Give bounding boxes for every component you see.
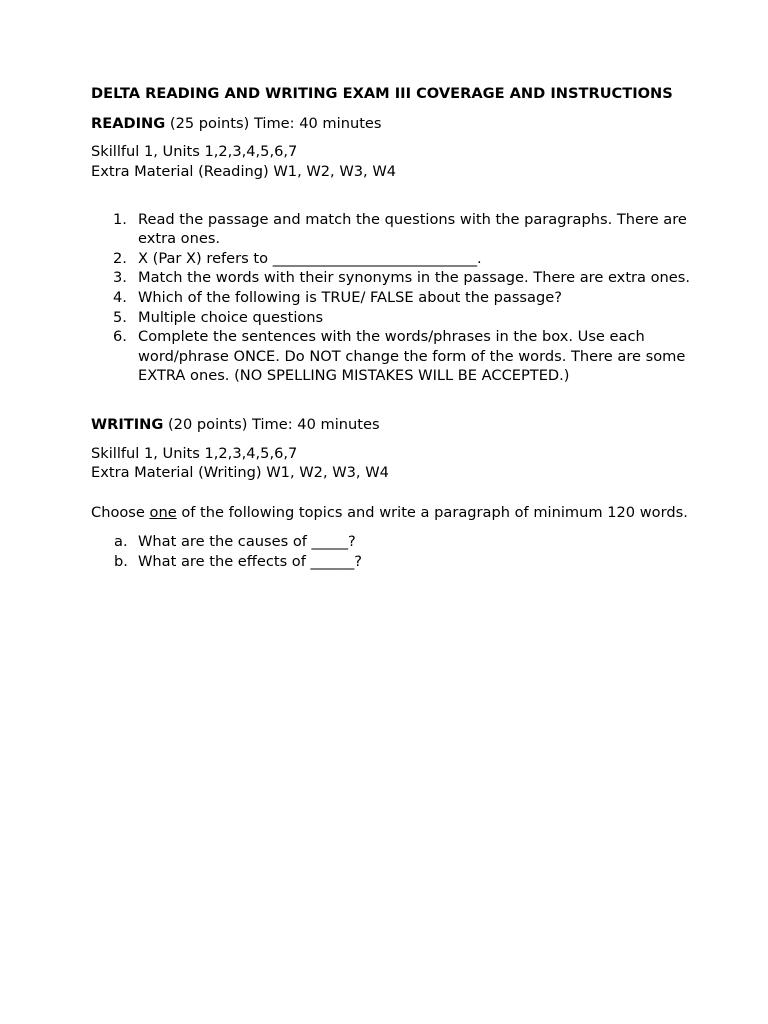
list-item-letter: b. <box>114 552 128 570</box>
list-item-text: Read the passage and match the questions with the paragraphs. There are extra ones. <box>138 210 687 248</box>
list-item-number: 2. <box>113 249 127 267</box>
instruction-text-before: Choose <box>91 503 150 521</box>
document-title: DELTA READING AND WRITING EXAM III COVERAGE AND INSTRUCTIONS <box>91 85 673 102</box>
reading-coverage <box>91 142 691 181</box>
instruction-underlined-word: one <box>149 503 177 521</box>
list-item-letter: a. <box>114 533 128 551</box>
writing-instruction <box>91 503 691 523</box>
list-item-number: 6. <box>113 328 127 346</box>
writing-extra-material: Extra Material (Writing) W1, W2, W3, W4 <box>91 464 389 482</box>
list-item-text: Match the words with their synonyms in the passage. There are extra ones. <box>138 269 691 287</box>
list-item <box>91 210 691 249</box>
list-item <box>91 532 691 552</box>
reading-heading: READING <box>91 114 166 132</box>
list-item-number: 1. <box>113 210 127 228</box>
list-item <box>91 268 691 288</box>
list-item-number: 4. <box>113 288 127 306</box>
reading-extra-material: Extra Material (Reading) W1, W2, W3, W4 <box>91 162 397 180</box>
list-item-text: X (Par X) refers to ____________________________. <box>138 249 482 267</box>
writing-topic-list <box>91 532 691 571</box>
document-page <box>91 84 691 571</box>
reading-units: Skillful 1, Units 1,2,3,4,5,6,7 <box>91 143 298 161</box>
list-item-text: What are the effects of ______? <box>138 552 363 570</box>
list-item <box>91 308 691 328</box>
writing-coverage <box>91 444 691 483</box>
writing-details: (20 points) Time: 40 minutes <box>163 415 380 433</box>
list-item <box>91 288 691 308</box>
writing-units: Skillful 1, Units 1,2,3,4,5,6,7 <box>91 444 298 462</box>
list-item-text: Multiple choice questions <box>138 308 324 326</box>
list-item <box>91 249 691 269</box>
list-item-text: What are the causes of _____? <box>138 533 356 551</box>
reading-details: (25 points) Time: 40 minutes <box>165 114 382 132</box>
writing-heading-line <box>91 415 691 435</box>
list-item-number: 3. <box>113 269 127 287</box>
list-item-number: 5. <box>113 308 127 326</box>
list-item <box>91 552 691 572</box>
list-item-text: Complete the sentences with the words/phrases in the box. Use each word/phrase ONCE. Do NOT change the form of the words. There are some EXTRA ones. (NO SPELLING MISTAKES WILL BE ACCEPTED.) <box>138 328 686 385</box>
list-item-text: Which of the following is TRUE/ FALSE about the passage? <box>138 288 562 306</box>
writing-heading: WRITING <box>91 415 164 433</box>
instruction-text-after: of the following topics and write a paragraph of minimum 120 words. <box>176 503 688 521</box>
reading-heading-line <box>91 114 691 134</box>
reading-question-list <box>91 210 691 386</box>
list-item <box>91 327 691 386</box>
